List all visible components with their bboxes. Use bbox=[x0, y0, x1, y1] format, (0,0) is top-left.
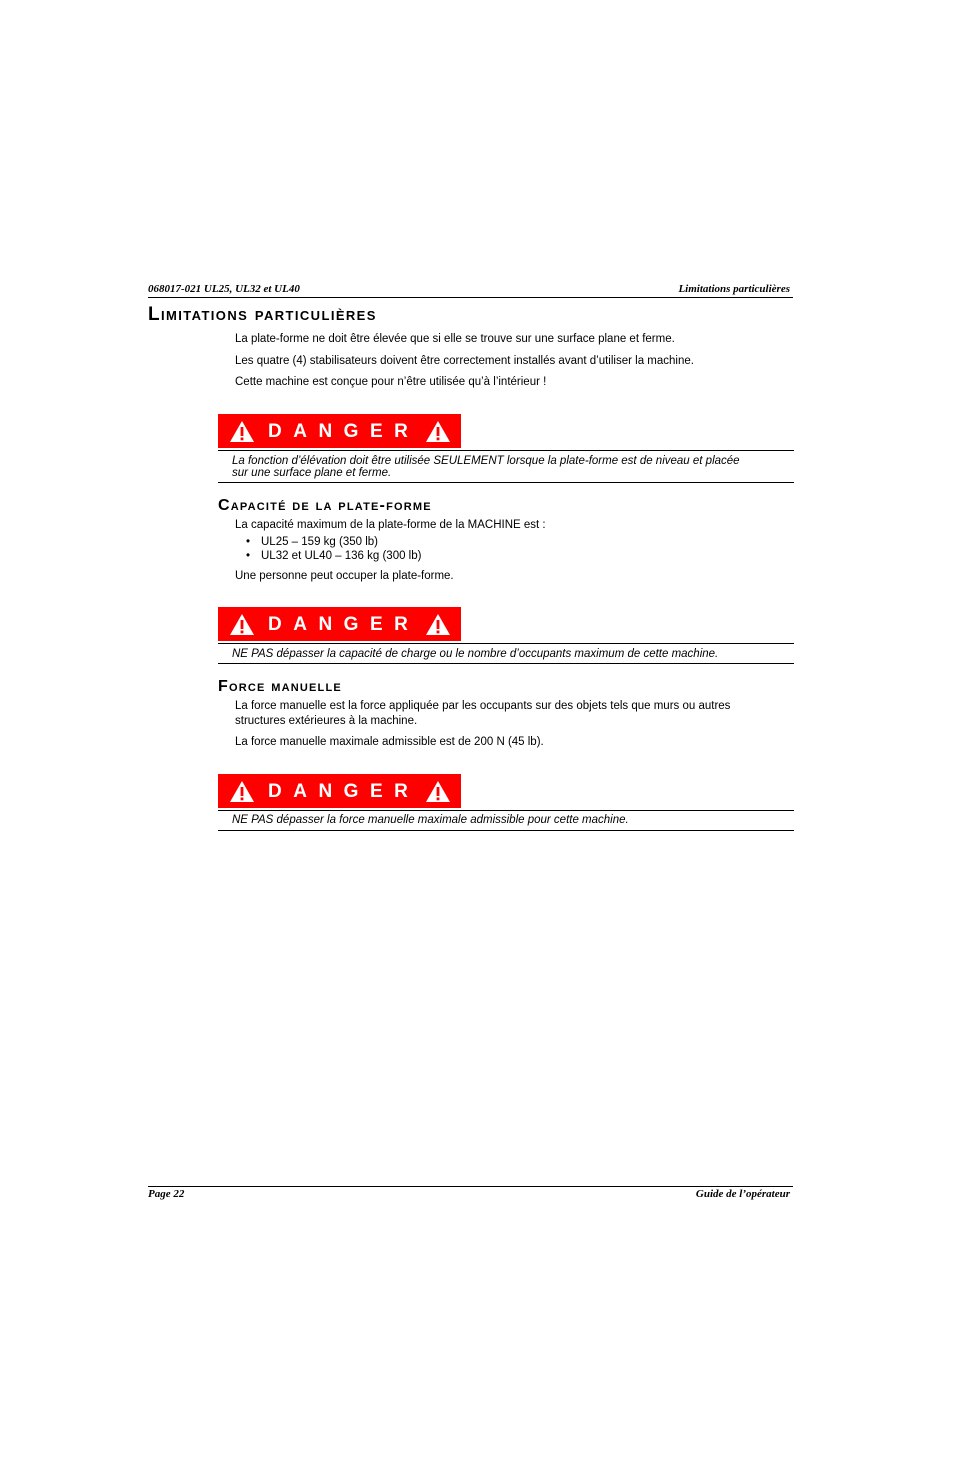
running-footer bbox=[148, 1186, 793, 1200]
danger-message: NE PAS dépasser la force manuelle maximale admissible pour cette machine. bbox=[232, 814, 629, 826]
bullet-marker: • bbox=[246, 550, 251, 562]
danger-banner bbox=[218, 774, 461, 808]
danger-banner bbox=[218, 414, 461, 448]
section-title: Limitations particulières bbox=[148, 304, 377, 325]
header-document-id: 068017-021 UL25, UL32 et UL40 bbox=[148, 283, 300, 295]
capacity-title: Capacité de la plate-forme bbox=[218, 497, 432, 514]
danger-banner bbox=[218, 607, 461, 641]
bullet-marker: • bbox=[246, 536, 251, 548]
warning-triangle-icon bbox=[425, 420, 451, 443]
force-maximum: La force manuelle maximale admissible est de 200 N (45 lb). bbox=[235, 736, 544, 748]
page-number: Page 22 bbox=[148, 1188, 185, 1200]
capacity-intro: La capacité maximum de la plate-forme de la MACHINE est : bbox=[235, 519, 546, 531]
warning-triangle-icon bbox=[229, 780, 255, 803]
paragraph-surface: La plate-forme ne doit être élevée que si elle se trouve sur une surface plane et ferme. bbox=[235, 333, 675, 345]
paragraph-indoor-use: Cette machine est conçue pour n’être utilisée qu’à l’intérieur ! bbox=[235, 376, 547, 388]
danger-label: DANGER bbox=[268, 781, 420, 802]
warning-triangle-icon bbox=[425, 613, 451, 636]
list-item-text: UL32 et UL40 – 136 kg (300 lb) bbox=[261, 550, 422, 562]
footer-guide-name: Guide de l’opérateur bbox=[695, 1188, 790, 1200]
danger-label: DANGER bbox=[268, 614, 420, 635]
danger-message-box bbox=[218, 810, 794, 831]
danger-message-box bbox=[218, 643, 794, 664]
paragraph-stabilizers: Les quatre (4) stabilisateurs doivent être correctement installés avant d’utiliser la machine. bbox=[235, 355, 694, 367]
warning-triangle-icon bbox=[229, 420, 255, 443]
force-definition-line1: La force manuelle est la force appliquée par les occupants sur des objets tels que murs ou autres bbox=[235, 700, 731, 712]
paragraph-occupants: Une personne peut occuper la plate-forme. bbox=[235, 570, 454, 582]
danger-label: DANGER bbox=[268, 421, 420, 442]
force-title: Force manuelle bbox=[218, 678, 342, 695]
danger-message-box bbox=[218, 450, 794, 483]
danger-message-line1: La fonction d’élévation doit être utilisée SEULEMENT lorsque la plate-forme est de niveau et placée bbox=[232, 455, 740, 467]
warning-triangle-icon bbox=[425, 780, 451, 803]
list-item-text: UL25 – 159 kg (350 lb) bbox=[261, 536, 378, 548]
warning-triangle-icon bbox=[229, 613, 255, 636]
force-definition-line2: structures extérieures à la machine. bbox=[235, 715, 418, 727]
danger-message-line2: sur une surface plane et ferme. bbox=[232, 467, 392, 479]
danger-message: NE PAS dépasser la capacité de charge ou le nombre d’occupants maximum de cette machine. bbox=[232, 648, 719, 660]
running-header bbox=[148, 283, 793, 298]
header-section-name: Limitations particulières bbox=[678, 283, 790, 295]
